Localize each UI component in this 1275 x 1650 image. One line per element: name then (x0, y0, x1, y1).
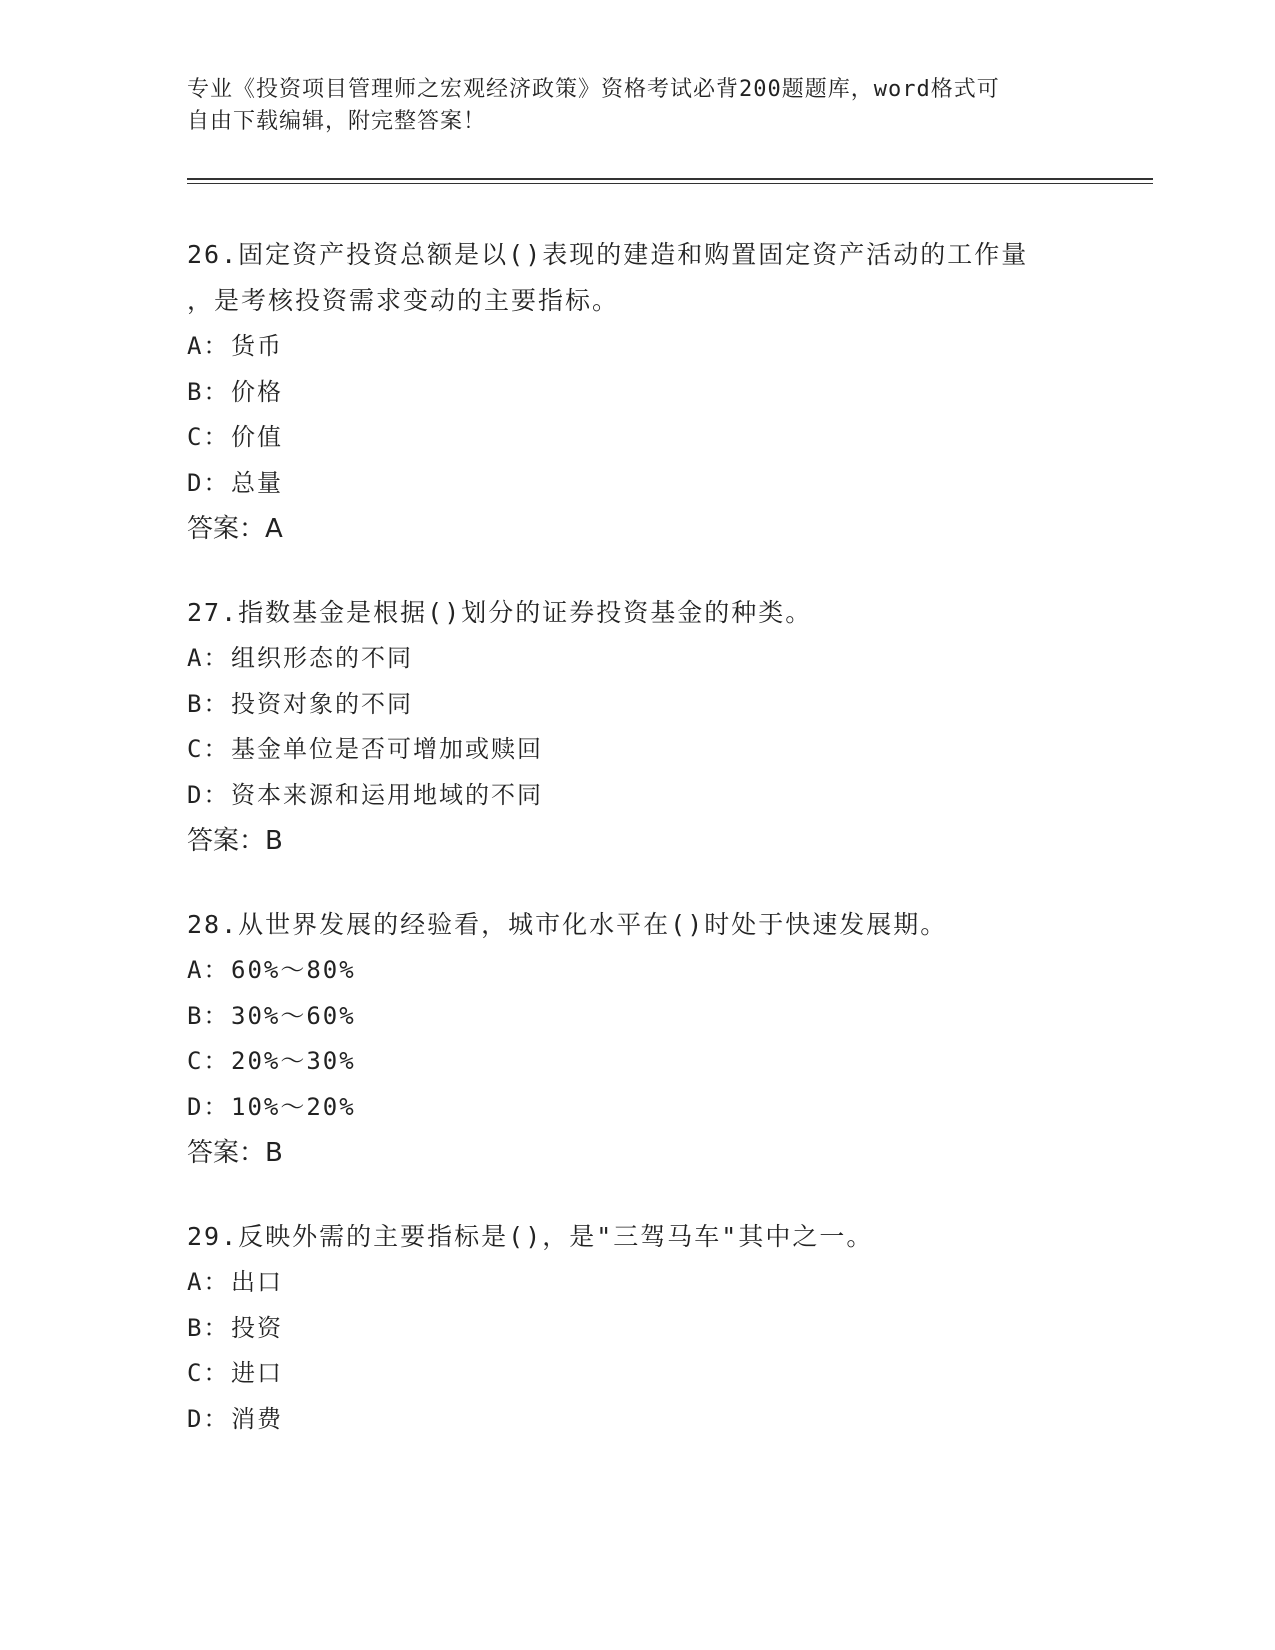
option-c (187, 727, 1087, 773)
option-b (187, 994, 1087, 1040)
option-text: 基金单位是否可增加或赎回 (231, 735, 543, 763)
option-key: C： (187, 423, 230, 451)
option-key: B： (187, 689, 230, 718)
option-key: C： (187, 1359, 230, 1387)
option-text: 组织形态的不同 (231, 644, 413, 672)
option-key: A： (187, 644, 230, 672)
option-text: 20%～30% (231, 1047, 356, 1075)
option-a (187, 1260, 1087, 1306)
option-text: 总量 (231, 468, 283, 497)
question-list (187, 232, 1087, 1480)
option-c (187, 1351, 1087, 1397)
question-text-line: ，是考核投资需求变动的主要指标。 (187, 286, 620, 315)
option-b (187, 1306, 1087, 1352)
option-text: 货币 (231, 332, 283, 360)
option-key: C： (187, 735, 230, 763)
option-c (187, 1039, 1087, 1085)
option-text: 投资对象的不同 (231, 689, 413, 718)
option-text: 消费 (231, 1404, 283, 1433)
option-text: 资本来源和运用地域的不同 (231, 780, 543, 809)
option-c (187, 415, 1087, 461)
question-26 (187, 232, 1087, 552)
option-key: B： (187, 377, 230, 406)
option-text: 60%～80% (231, 956, 356, 984)
option-d (187, 1397, 1087, 1443)
question-28 (187, 902, 1087, 1176)
option-text: 30%～60% (231, 1001, 356, 1030)
question-text (187, 232, 1087, 324)
question-27 (187, 590, 1087, 864)
option-text: 出口 (231, 1268, 283, 1296)
header-divider-thin (187, 183, 1153, 184)
question-29 (187, 1214, 1087, 1442)
option-key: A： (187, 956, 230, 984)
option-key: D： (187, 1404, 230, 1433)
option-text: 进口 (231, 1359, 283, 1387)
option-key: D： (187, 780, 230, 809)
option-a (187, 636, 1087, 682)
header-divider-thick (187, 178, 1153, 180)
option-key: B： (187, 1313, 230, 1342)
header-line-1: 专业《投资项目管理师之宏观经济政策》资格考试必背200题题库，word格式可 (187, 77, 1000, 102)
option-d (187, 773, 1087, 819)
option-text: 价格 (231, 377, 283, 406)
question-text: 29.反映外需的主要指标是()，是"三驾马车"其中之一。 (187, 1222, 874, 1251)
option-text: 10%～20% (231, 1092, 356, 1121)
question-text: 28.从世界发展的经验看，城市化水平在()时处于快速发展期。 (187, 910, 948, 939)
question-text: 27.指数基金是根据()划分的证券投资基金的种类。 (187, 598, 813, 627)
option-text: 投资 (231, 1313, 283, 1342)
answer-text: 答案：B (187, 1138, 283, 1168)
option-d (187, 1085, 1087, 1131)
option-key: D： (187, 468, 230, 497)
option-text: 价值 (231, 423, 283, 451)
option-key: B： (187, 1001, 230, 1030)
option-key: D： (187, 1092, 230, 1121)
document-header (187, 74, 1067, 138)
option-a (187, 324, 1087, 370)
question-text-line: 26.固定资产投资总额是以()表现的建造和购置固定资产活动的工作量 (187, 240, 1029, 269)
answer-text: 答案：B (187, 826, 283, 856)
option-key: A： (187, 1268, 230, 1296)
option-a (187, 948, 1087, 994)
answer-text: 答案：A (187, 514, 283, 544)
option-b (187, 682, 1087, 728)
header-line-2: 自由下载编辑，附完整答案！ (187, 109, 487, 134)
option-key: A： (187, 332, 230, 360)
option-d (187, 461, 1087, 507)
option-key: C： (187, 1047, 230, 1075)
option-b (187, 370, 1087, 416)
